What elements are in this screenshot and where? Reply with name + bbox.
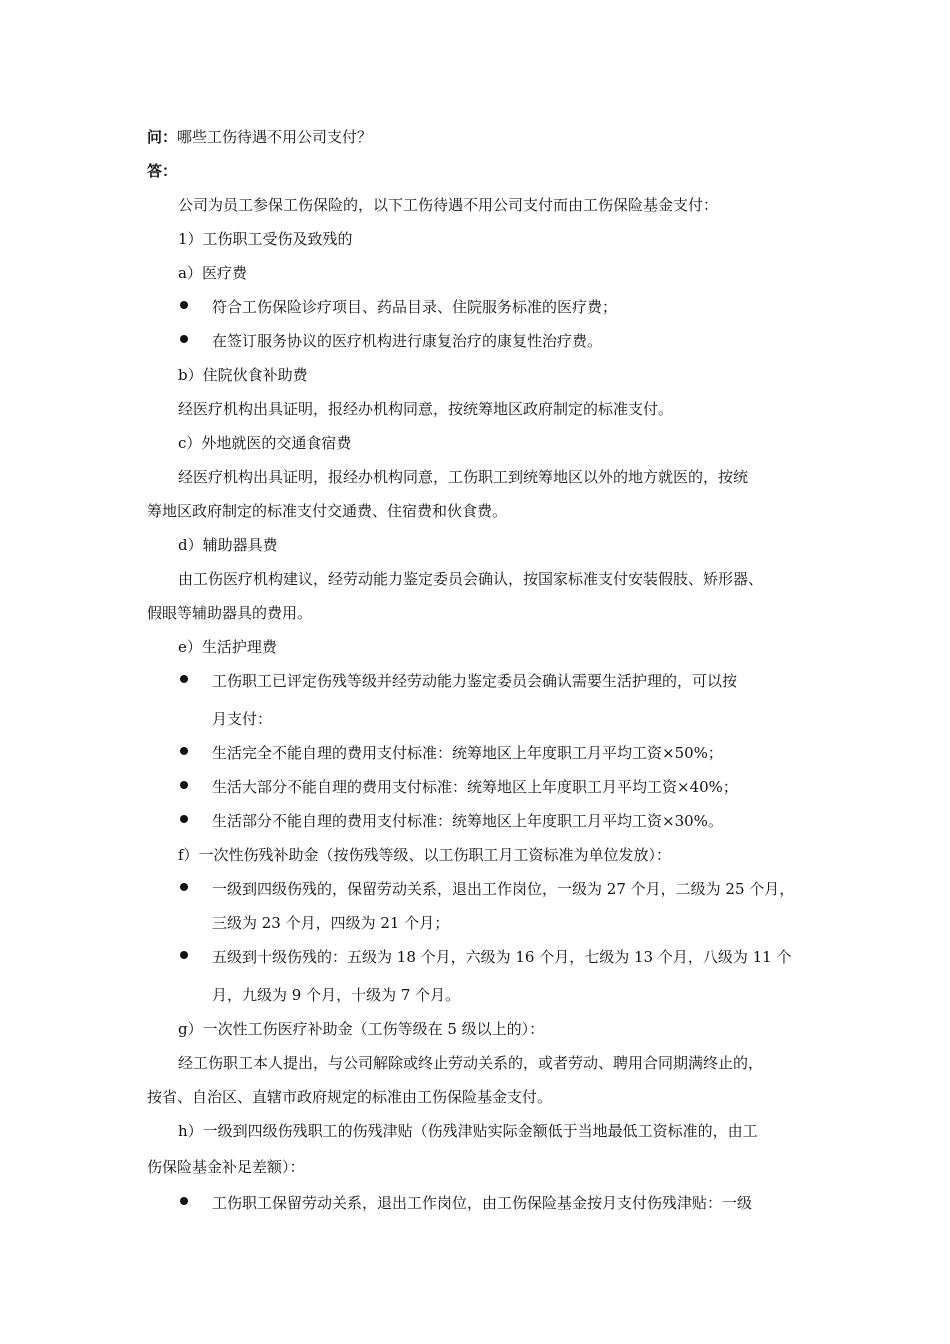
intro-paragraph: 公司为员工参保工伤保险的，以下工伤待遇不用公司支付而由工伤保险基金支付： [178,196,719,214]
bullet-item-continuation: 月支付： [212,710,273,728]
paragraph: 经医疗机构出具证明，报经办机构同意，按统筹地区政府制定的标准支付。 [178,400,674,418]
bullet-item-continuation: 月，九级为 9 个月，十级为 7 个月。 [212,986,461,1004]
paragraph: 经医疗机构出具证明，报经办机构同意，工伤职工到统筹地区以外的地方就医的，按统 [178,468,749,486]
bullet-item: 生活部分不能自理的费用支付标准：统筹地区上年度职工月平均工资×30%。 [212,812,723,830]
subsection-heading-d: d）辅助器具费 [178,536,278,554]
bullet-item: 一级到四级伤残的，保留劳动关系，退出工作岗位，一级为 27 个月，二级为 25 个月， [212,880,795,898]
bullet-dot [180,883,188,891]
subsection-heading-a: a）医疗费 [178,264,247,282]
bullet-dot [180,781,188,789]
bullet-dot [180,951,188,959]
bullet-item: 工伤职工已评定伤残等级并经劳动能力鉴定委员会确认需要生活护理的，可以按 [212,672,738,690]
bullet-item: 生活完全不能自理的费用支付标准：统筹地区上年度职工月平均工资×50%； [212,744,723,762]
bullet-dot [180,335,188,343]
paragraph-continuation: 按省、自治区、直辖市政府规定的标准由工伤保险基金支付。 [147,1088,553,1106]
subsection-heading-g: g）一次性工伤医疗补助金（工伤等级在 5 级以上的）： [178,1020,545,1038]
bullet-item: 生活大部分不能自理的费用支付标准：统筹地区上年度职工月平均工资×40%； [212,778,738,796]
bullet-dot [180,815,188,823]
bullet-dot [180,1197,188,1205]
bullet-item: 符合工伤保险诊疗项目、药品目录、住院服务标准的医疗费； [212,298,618,316]
bullet-item-continuation: 三级为 23 个月，四级为 21 个月； [212,914,450,932]
bullet-dot [180,675,188,683]
paragraph: 由工伤医疗机构建议，经劳动能力鉴定委员会确认，按国家标准支付安装假肢、矫形器、 [178,570,764,588]
subsection-heading-e: e）生活护理费 [178,638,277,656]
paragraph-continuation: 筹地区政府制定的标准支付交通费、住宿费和伙食费。 [147,502,508,520]
answer-label: 答： [147,162,178,180]
bullet-item: 在签订服务协议的医疗机构进行康复治疗的康复性治疗费。 [212,332,603,350]
subsection-heading-b: b）住院伙食补助费 [178,366,308,384]
paragraph: 经工伤职工本人提出，与公司解除或终止劳动关系的，或者劳动、聘用合同期满终止的， [178,1054,764,1072]
question-text: 哪些工伤待遇不用公司支付？ [177,128,373,146]
bullet-dot [180,301,188,309]
paragraph-continuation: 假眼等辅助器具的费用。 [147,604,313,622]
bullet-dot [180,747,188,755]
subsection-heading-continuation: 伤保险基金补足差额）： [147,1158,305,1176]
subsection-heading-c: c）外地就医的交通食宿费 [178,434,352,452]
subsection-heading-f: f）一次性伤残补助金（按伤残等级、以工伤职工月工资标准为单位发放）： [178,846,672,864]
bullet-item: 五级到十级伤残的：五级为 18 个月，六级为 16 个月，七级为 13 个月，八级为 11 个 [212,948,792,966]
bullet-item: 工伤职工保留劳动关系，退出工作岗位，由工伤保险基金按月支付伤残津贴：一级 [212,1194,753,1212]
question-label: 问： [147,128,178,146]
subsection-heading-h: h）一级到四级伤残职工的伤残津贴（伤残津贴实际金额低于当地最低工资标准的，由工 [178,1122,758,1140]
section-heading-1: 1）工伤职工受伤及致残的 [178,230,353,248]
